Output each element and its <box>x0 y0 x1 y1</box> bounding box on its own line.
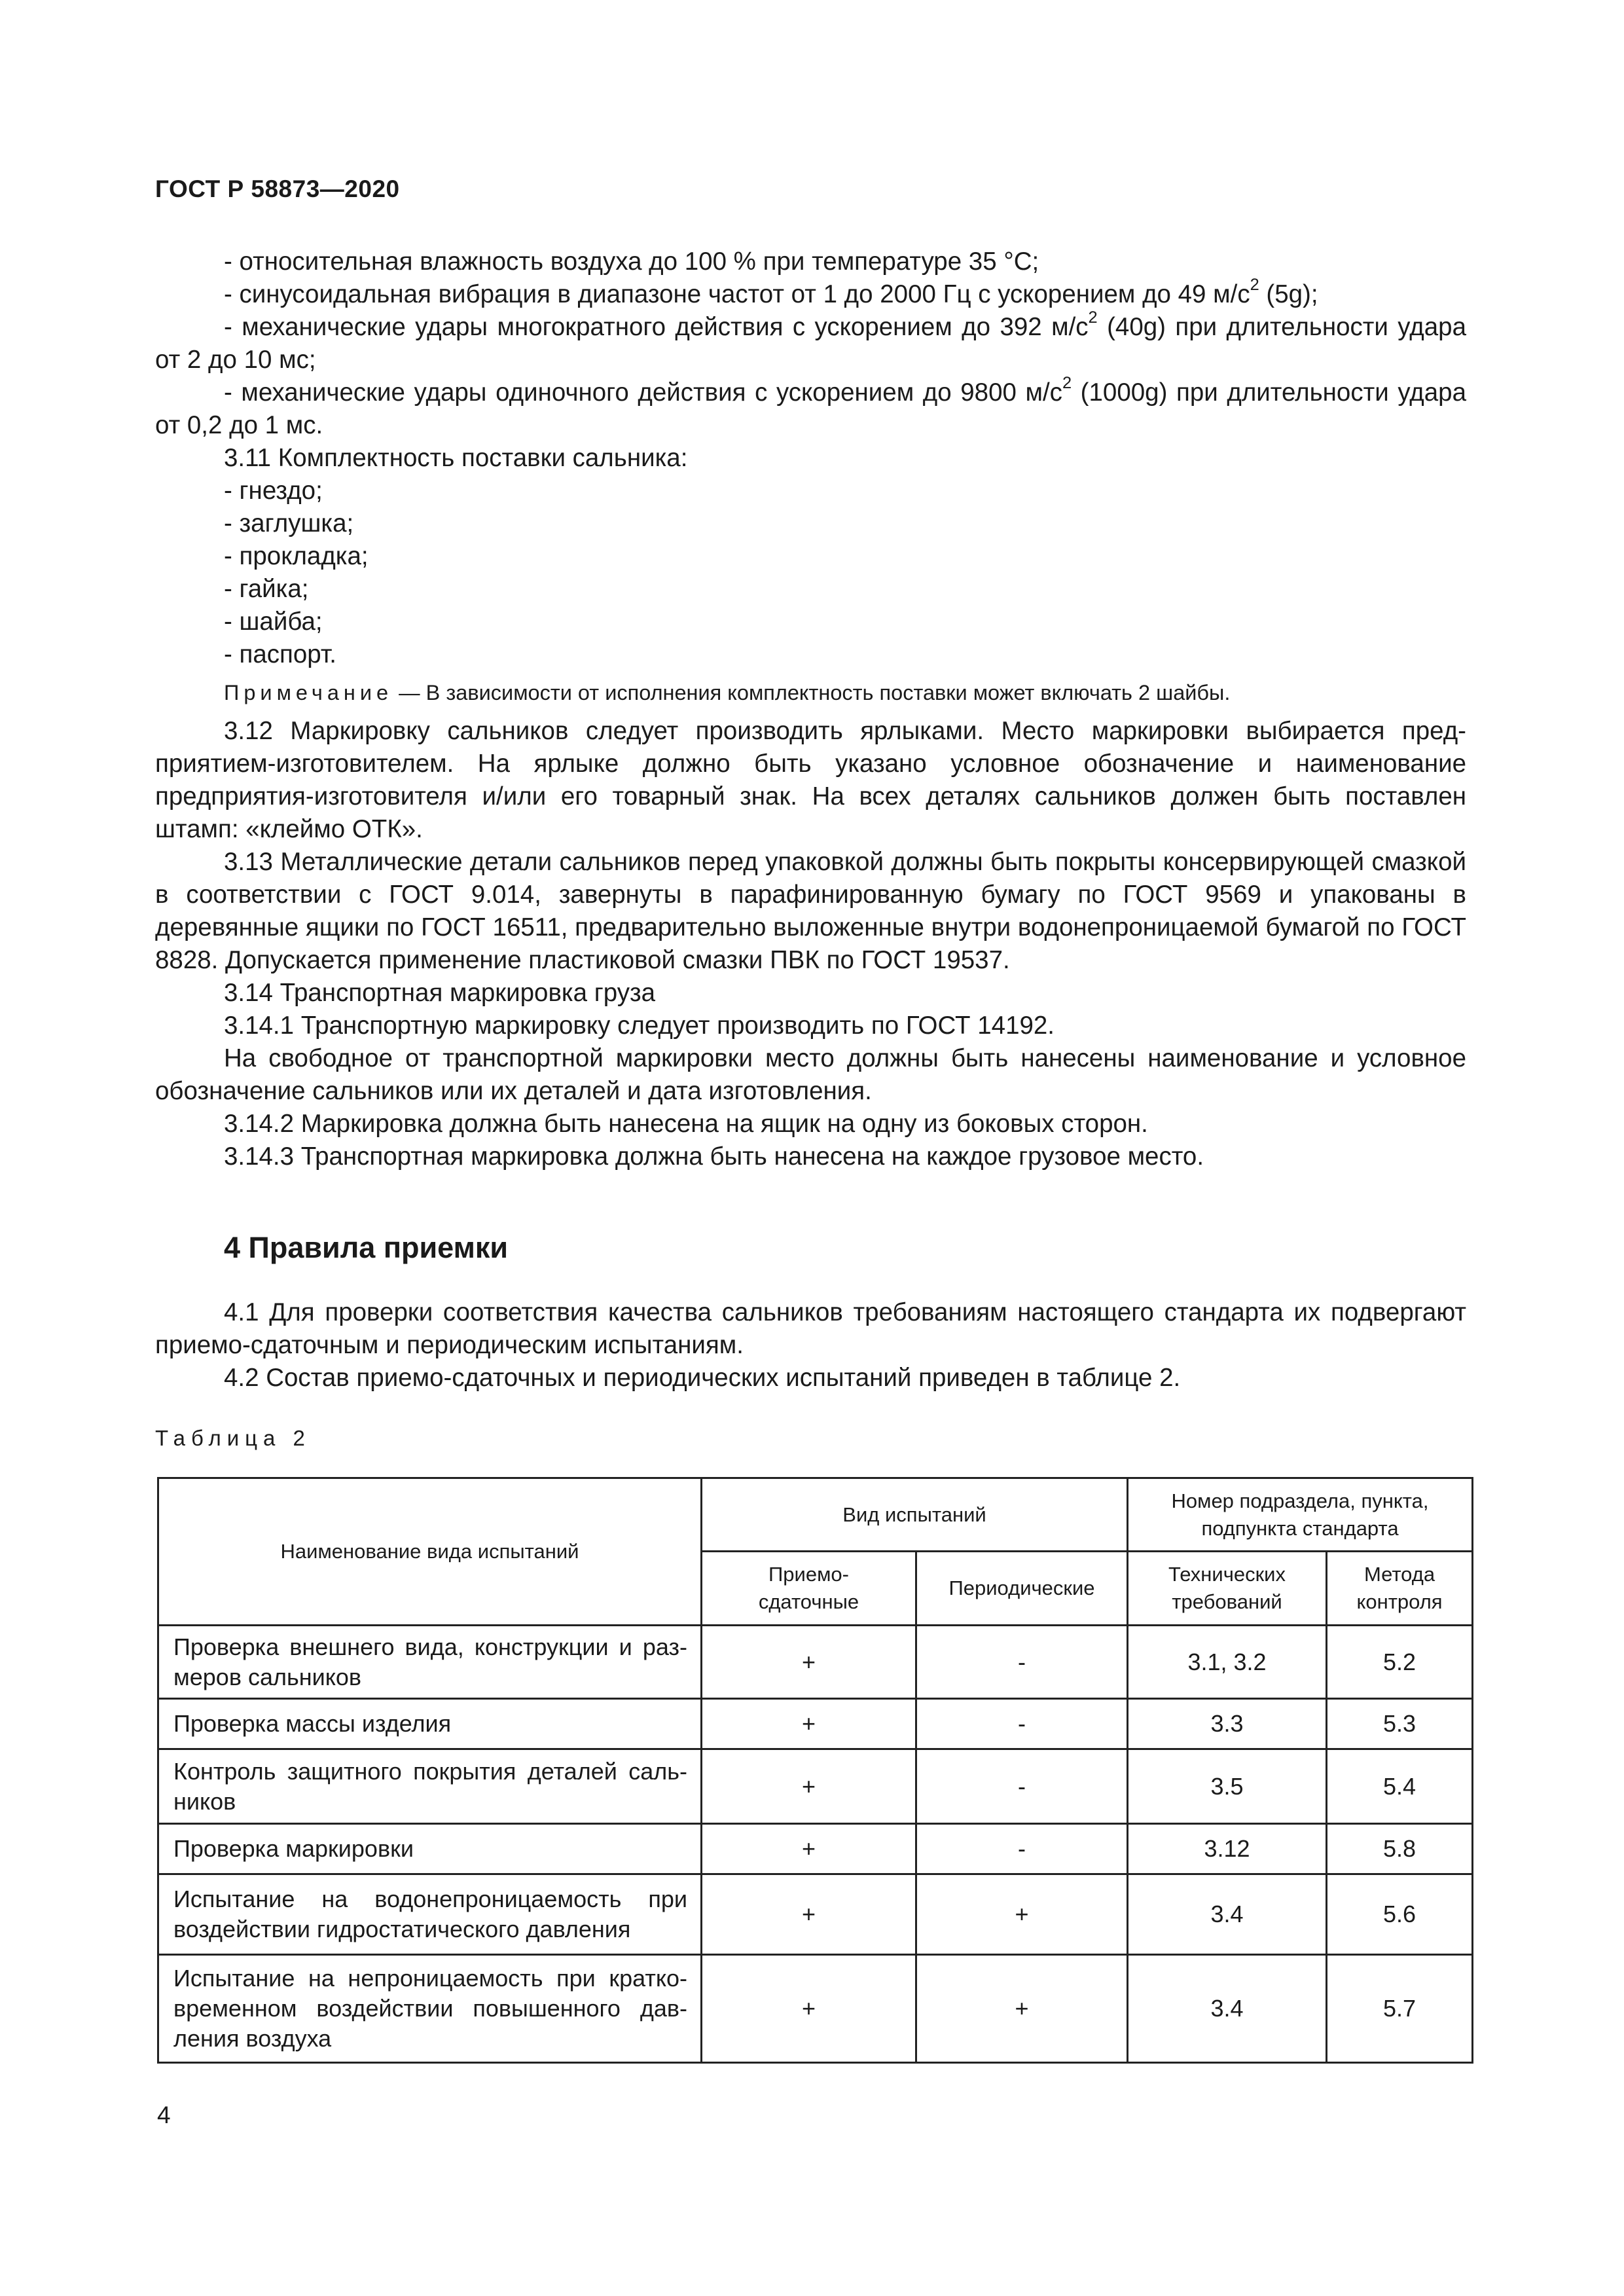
cell-name: Проверка маркировки <box>158 1824 702 1874</box>
cell-periodic: - <box>916 1824 1128 1874</box>
paragraph: 3.14.1 Транспортную маркировку следует производить по ГОСТ 14192. <box>224 1011 1055 1040</box>
cell-name: Контроль защитного покрытия деталей сальников <box>158 1749 702 1824</box>
cell-method: 5.7 <box>1327 1955 1473 2063</box>
cell-periodic: + <box>916 1955 1128 2063</box>
cell-tech: 3.1, 3.2 <box>1128 1626 1327 1699</box>
col-header-acceptance: Приемо-сдаточные <box>702 1552 916 1626</box>
cell-name: Испытание на водонепроницаемость при воздействии гидростатического давления <box>158 1874 702 1955</box>
table-row <box>158 1955 1473 2063</box>
document-header: ГОСТ Р 58873—2020 <box>155 175 400 202</box>
cell-periodic: - <box>916 1749 1128 1824</box>
note: Примечание — В зависимости от исполнения комплектность поставки может включать 2 шайбы. <box>224 681 1231 704</box>
paragraph: - синусоидальная вибрация в диапазоне частот от 1 до 2000 Гц с ускорением до 49 $м/с^2$ (5g); <box>224 275 1318 308</box>
paragraph: 3.14.3 Транспортная маркировка должна быть нанесена на каждое грузовое место. <box>224 1142 1204 1171</box>
page-number: 4 <box>157 2102 171 2128</box>
table-row <box>158 1749 1473 1824</box>
paragraph: 3.11 Комплектность поставки сальника: <box>224 444 688 472</box>
cell-acceptance: + <box>702 1749 916 1824</box>
cell-method: 5.6 <box>1327 1874 1473 1955</box>
cell-periodic: - <box>916 1699 1128 1749</box>
list-item: - заглушка; <box>224 509 354 538</box>
col-header-periodic: Периодические <box>916 1552 1128 1626</box>
cell-name: Проверка внешнего вида, конструкции и размеров сальников <box>158 1626 702 1699</box>
table-row <box>158 1824 1473 1874</box>
cell-tech: 3.3 <box>1128 1699 1327 1749</box>
list-item: - прокладка; <box>224 542 369 570</box>
table-row <box>158 1874 1473 1955</box>
cell-method: 5.2 <box>1327 1626 1473 1699</box>
cell-acceptance: + <box>702 1699 916 1749</box>
tests-table <box>157 1477 1473 2064</box>
col-header-ref: Номер подраздела, пункта, подпункта стандарта <box>1128 1478 1473 1552</box>
cell-method: 5.3 <box>1327 1699 1473 1749</box>
paragraph: На свободное от транспортной маркировки место должны быть нанесены наименование и условное обозначение сальников или их деталей и дата изготовления. <box>155 1044 1466 1105</box>
table-header-row <box>158 1478 1473 1552</box>
cell-periodic: - <box>916 1626 1128 1699</box>
cell-method: 5.8 <box>1327 1824 1473 1874</box>
cell-tech: 3.5 <box>1128 1749 1327 1824</box>
cell-periodic: + <box>916 1874 1128 1955</box>
section-heading: 4 Правила приемки <box>224 1231 509 1264</box>
cell-name: Проверка массы изделия <box>158 1699 702 1749</box>
note-label: Примечание <box>224 681 393 704</box>
cell-name: Испытание на непроницаемость при кратковременном воздействии повышенного давления воздуха <box>158 1955 702 2063</box>
cell-tech: 3.4 <box>1128 1955 1327 2063</box>
cell-tech: 3.4 <box>1128 1874 1327 1955</box>
paragraph: - относительная влажность воздуха до 100 % при температуре 35 °C; <box>224 247 1039 276</box>
list-item: - шайба; <box>224 608 323 636</box>
list-item: - гнездо; <box>224 477 323 505</box>
paragraph: 3.14 Транспортная маркировка груза <box>224 979 656 1007</box>
col-header-kind: Вид испытаний <box>702 1478 1128 1552</box>
cell-acceptance: + <box>702 1824 916 1874</box>
paragraph: 4.2 Состав приемо-сдаточных и периодических испытаний приведен в таблице 2. <box>224 1364 1181 1392</box>
list-item: - гайка; <box>224 575 309 603</box>
paragraph: 3.14.2 Маркировка должна быть нанесена на ящик на одну из боковых сторон. <box>224 1110 1148 1138</box>
section-3-continuation <box>155 246 1466 1173</box>
col-header-method: Метода контроля <box>1327 1552 1473 1626</box>
paragraph: - механические удары многократного действия с ускорением до 392 $м/с^2$ (40g) при длительности удара от 2 до 10 мс; <box>155 308 1466 374</box>
table-row <box>158 1626 1473 1699</box>
section-4-body <box>155 1296 1466 1394</box>
cell-acceptance: + <box>702 1955 916 2063</box>
list-item: - паспорт. <box>224 640 336 668</box>
table-caption: Таблица 2 <box>155 1426 311 1450</box>
paragraph: 4.1 Для проверки соответствия качества сальников требованиям настоящего стандарта их подвергают приемо-сдаточным и периодическим испытаниям. <box>155 1298 1466 1359</box>
cell-method: 5.4 <box>1327 1749 1473 1824</box>
cell-acceptance: + <box>702 1626 916 1699</box>
paragraph: - механические удары одиночного действия с ускорением до 9800 $м/с^2$ (1000g) при длительности удара от 0,2 до 1 мс. <box>155 373 1467 439</box>
cell-acceptance: + <box>702 1874 916 1955</box>
paragraph: 3.13 Металлические детали сальников перед упаковкой должны быть покрыты консервирующей смазкой в соответствии с ГОСТ 9.014, завернуты в парафинированную бумагу по ГОСТ 9569 и упакованы в деревянные ящики по ГОСТ 16511, предварительно выложенные внутри водонепроницаемой бумагой по ГОСТ 8828. Допускается применение пластиковой смазки ПВК по ГОСТ 19537. <box>155 848 1466 974</box>
paragraph: 3.12 Маркировку сальников следует производить ярлыками. Место маркировки выбирается предприятием-изготовителем. На ярлыке должно быть указано условное обозначение и наименование предприятия-изготовителя и/или его товарный знак. На всех деталях сальников должен быть поставлен штамп: «клеймо ОТК». <box>155 717 1466 843</box>
col-header-name: Наименование вида испытаний <box>158 1478 702 1626</box>
col-header-tech: Технических требований <box>1128 1552 1327 1626</box>
cell-tech: 3.12 <box>1128 1824 1327 1874</box>
table-row <box>158 1699 1473 1749</box>
